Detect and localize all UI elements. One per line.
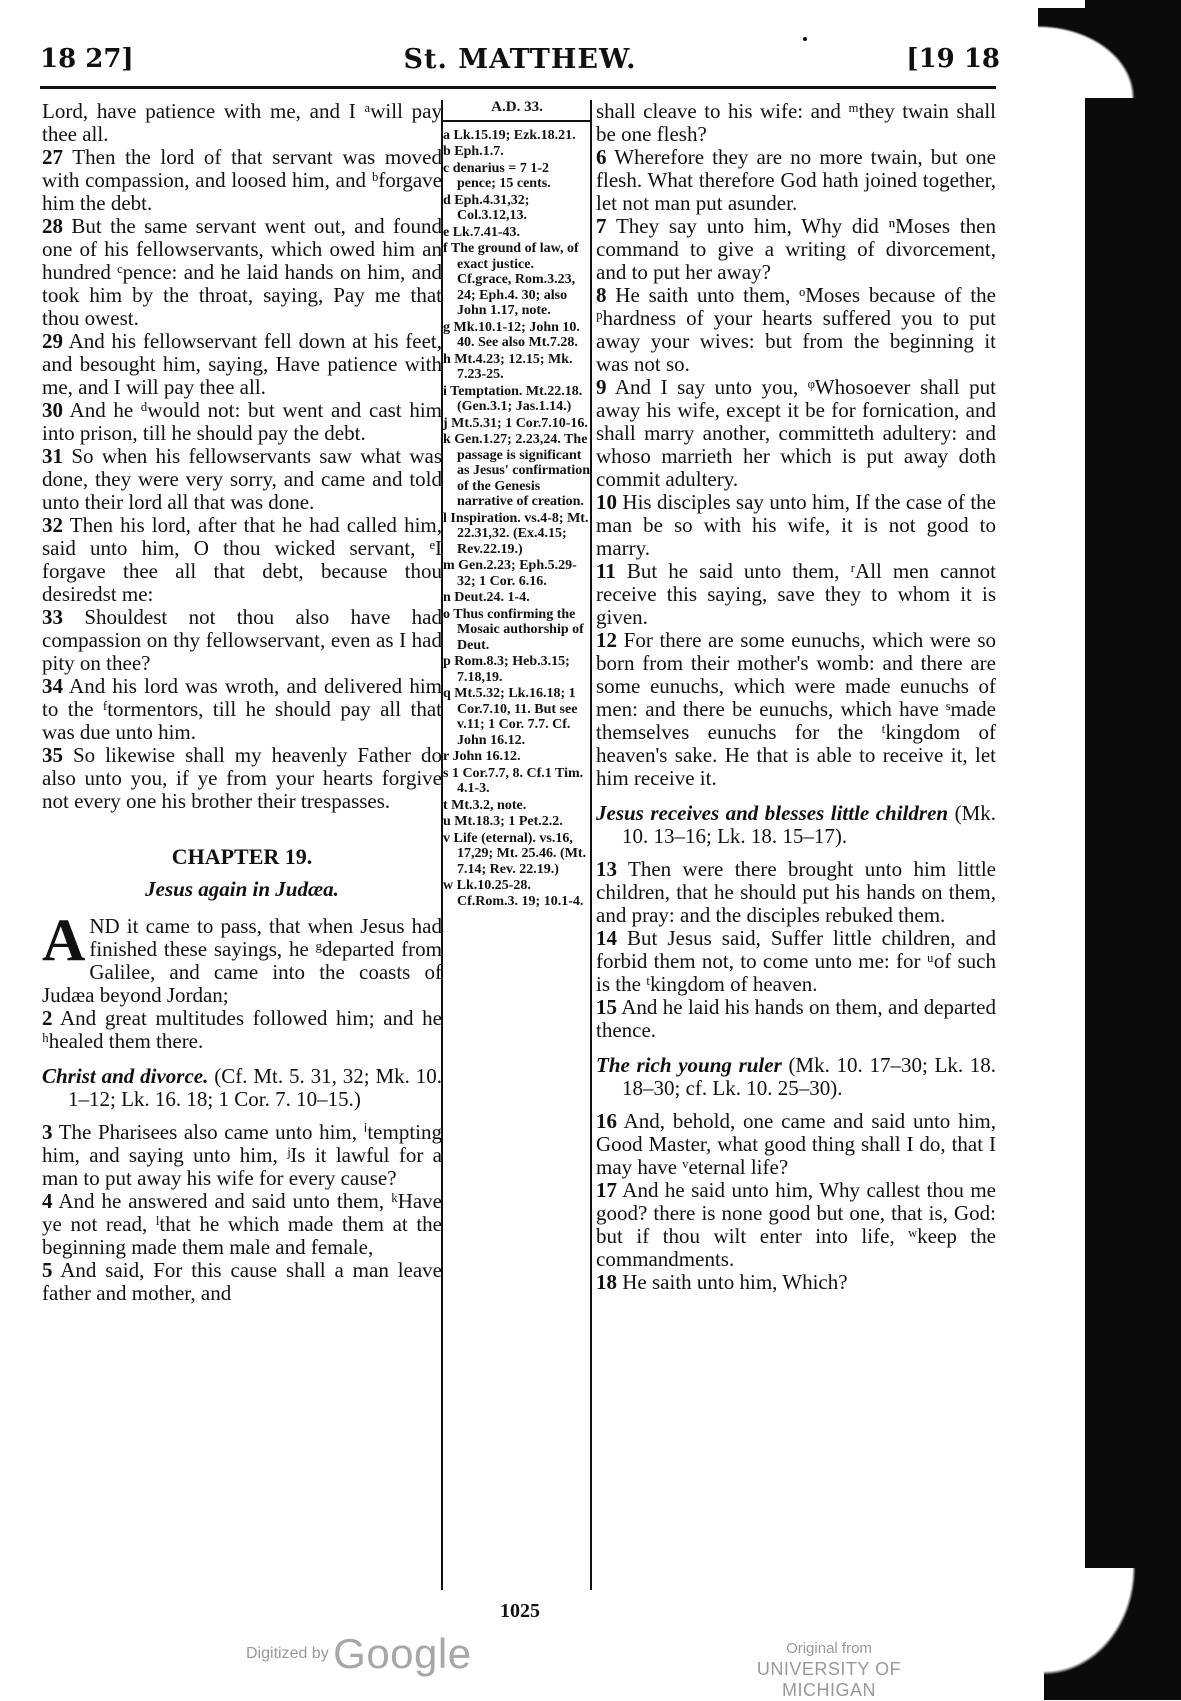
verse xyxy=(596,858,996,927)
verse-text: They say unto him, Why did ⁿMoses then command to give a writing of divorcement, and to put her away? xyxy=(596,214,997,284)
verse xyxy=(42,399,442,445)
cross-reference: p Rom.8.3; Heb.3.15; 7.18,19. xyxy=(443,654,570,685)
cross-reference: h Mt.4.23; 12.15; Mk. 7.23-25. xyxy=(443,351,573,382)
binding-top-curl xyxy=(1038,8,1158,98)
cross-references xyxy=(443,128,591,910)
verse-text: And great multitudes followed him; and he ʰhealed them there. xyxy=(42,1006,443,1053)
verse-text: Shouldest not thou also have had compassion on thy fellowservant, even as I had pity on thee? xyxy=(42,605,442,675)
section-title: Christ and divorce. xyxy=(42,1064,209,1088)
cross-reference: e Lk.7.41-43. xyxy=(443,224,520,240)
cross-reference: g Mk.10.1-12; John 10. 40. See also Mt.7.28. xyxy=(443,319,580,350)
verse-number: 5 xyxy=(42,1258,53,1282)
verse-number: 18 xyxy=(596,1270,617,1294)
cross-reference: l Inspiration. vs.4-8; Mt. 22.31,32. (Ex.4.15; Rev.22.19.) xyxy=(443,510,589,557)
page-binding-shadow xyxy=(1038,0,1181,1700)
section-refs: (Mk. 10. 13–16; Lk. 18. 15–17). xyxy=(622,801,997,848)
cross-reference: b Eph.1.7. xyxy=(443,144,504,159)
verses-ch19-d xyxy=(596,858,996,1042)
verse-number: 4 xyxy=(42,1189,53,1213)
verse-text: So likewise shall my heavenly Father do also unto you, if ye from your hearts forgive not every one his brother their trespasses. xyxy=(42,743,442,813)
left-text-column xyxy=(42,100,442,1305)
verse xyxy=(596,629,996,790)
verse-text: And he laid his hands on them, and departed thence. xyxy=(596,995,997,1042)
cross-reference: k Gen.1.27; 2.23,24. The passage is significant as Jesus' confirmation of the Genesis narrative of creation. xyxy=(443,432,590,509)
binding-dark-edge xyxy=(1085,0,1181,1700)
opening-verse-text: ND it came to pass, that when Jesus had finished these sayings, he ᵍdeparted from Galilee, and came into the coasts of Judæa beyond Jordan; xyxy=(42,914,442,1007)
section-heading-rich-ruler xyxy=(596,1054,996,1100)
verse-number: 28 xyxy=(42,214,63,238)
verse-number: 16 xyxy=(596,1109,617,1133)
verse-number: 27 xyxy=(42,145,63,169)
verse-number: 35 xyxy=(42,743,63,767)
verse-text: He saith unto him, Which? xyxy=(622,1270,848,1294)
verse-text: The Pharisees also came unto him, ⁱtempting him, and saying unto him, ʲIs it lawful for a man to put away his wife for every cause? xyxy=(42,1120,442,1190)
verse-text: His disciples say unto him, If the case of the man be so with his wife, it is not good to marry. xyxy=(596,490,996,560)
verse xyxy=(596,284,996,376)
cross-reference: r John 16.12. xyxy=(443,749,521,764)
verse xyxy=(42,445,442,514)
cross-reference: q Mt.5.32; Lk.16.18; 1 Cor.7.10, 11. But see v.11; 1 Cor. 7.7. Cf. John 16.12. xyxy=(443,686,578,748)
ink-speck xyxy=(803,37,807,41)
verse xyxy=(596,100,996,146)
verse-number: 8 xyxy=(596,283,607,307)
verse xyxy=(42,330,442,399)
verse xyxy=(596,1179,996,1271)
verse-number: 31 xyxy=(42,444,63,468)
verses-ch19-c xyxy=(596,100,996,790)
verse xyxy=(596,491,996,560)
verse xyxy=(42,215,442,330)
cross-reference: f The ground of law, of exact justice. Cf.grace, Rom.3.23, 24; Eph.4. 30; also John 1.17, note. xyxy=(443,241,579,318)
cross-reference: u Mt.18.3; 1 Pet.2.2. xyxy=(443,814,563,829)
verse-number: 9 xyxy=(596,375,607,399)
opening-verse xyxy=(42,907,442,1007)
chapter-subtitle: Jesus again in Judæa. xyxy=(145,877,339,901)
verse-text: But the same servant went out, and found one of his fellowservants, which owed him an hundred ᶜpence: and he laid hands on him, and took him by the throat, saying, Pay me that thou owest. xyxy=(42,214,442,330)
original-from-label: Original from xyxy=(786,1640,872,1657)
verse xyxy=(42,514,442,606)
verse-text: And his lord was wroth, and delivered him to the ᶠtormentors, till he should pay all that was due unto him. xyxy=(42,674,442,744)
verse-text: And said, For this cause shall a man leave father and mother, and xyxy=(42,1258,443,1305)
section-heading-divorce xyxy=(42,1065,442,1111)
verse-text: And his fellowservant fell down at his feet, and besought him, saying, Have patience with me, and I will pay thee all. xyxy=(42,329,443,399)
verse-text: So when his fellowservants saw what was done, they were very sorry, and came and told unto their lord all that was done. xyxy=(42,444,443,514)
verse-text: And he answered and said unto them, ᵏHave ye not read, ˡthat he which made them at the beginning made them male and female, xyxy=(42,1189,442,1259)
verse xyxy=(42,146,442,215)
verse xyxy=(596,215,996,284)
header-left-reference: 18 27] xyxy=(40,44,134,74)
cross-reference: d Eph.4.31,32; Col.3.12,13. xyxy=(443,192,530,223)
verse-text: Lord, have patience with me, and I ᵃwill pay thee all. xyxy=(42,99,442,146)
digitized-watermark xyxy=(246,1630,472,1678)
verse-text: And he ᵈwould not: but went and cast him into prison, till he should pay the debt. xyxy=(42,398,442,445)
verse-text: But he said unto them, ʳAll men cannot receive this saying, save they to whom it is given. xyxy=(596,559,997,629)
drop-cap: A xyxy=(42,907,86,973)
cross-reference: m Gen.2.23; Eph.5.29-32; 1 Cor. 6.16. xyxy=(443,558,577,589)
cross-reference: t Mt.3.2, note. xyxy=(443,797,527,813)
verse xyxy=(42,100,442,146)
verse-number: 10 xyxy=(596,490,617,514)
google-logo: Google xyxy=(333,1630,472,1677)
verses-ch19-b xyxy=(42,1121,442,1305)
verse-number: 14 xyxy=(596,926,617,950)
verses-ch19-e xyxy=(596,1110,996,1294)
header-rule xyxy=(40,86,996,89)
verse-number: 11 xyxy=(596,559,616,583)
verse xyxy=(596,560,996,629)
verse xyxy=(42,606,442,675)
section-title: Jesus receives and blesses little children xyxy=(596,801,949,825)
verse-number: 7 xyxy=(596,214,607,238)
verses-ch18 xyxy=(42,100,442,813)
page-number: 1025 xyxy=(500,1600,540,1622)
verse-text: And I say unto you, ᵠWhosoever shall put away his wife, except it be for fornication, and shall marry another, committeth adultery: and whoso marrieth her which is put away doth commit adultery. xyxy=(596,375,996,491)
verse xyxy=(596,146,996,215)
verse-text: Then his lord, after that he had called him, said unto him, O thou wicked servant, ᵉI forgave thee all that debt, because thou desiredst me: xyxy=(42,513,442,606)
right-text-column xyxy=(596,100,996,1294)
verse-text: He saith unto them, ᵒMoses because of the ᵖhardness of your hearts suffered you to put away your wives: but from the beginning it was not so. xyxy=(596,283,997,376)
cross-reference: v Life (eternal). vs.16, 17,29; Mt. 25.46. (Mt. 7.14; Rev. 22.19.) xyxy=(443,830,587,877)
verse-number: 29 xyxy=(42,329,63,353)
cross-reference: w Lk.10.25-28. Cf.Rom.3. 19; 10.1-4. xyxy=(443,878,584,909)
verse xyxy=(596,996,996,1042)
verses-ch19-a xyxy=(42,1007,442,1053)
cross-reference: a Lk.15.19; Ezk.18.21. xyxy=(443,127,576,143)
original-from-watermark xyxy=(714,1638,944,1701)
section-refs: (Cf. Mt. 5. 31, 32; Mk. 10. 1–12; Lk. 16. 18; 1 Cor. 7. 10–15.) xyxy=(68,1064,442,1111)
section-heading-children xyxy=(596,802,996,848)
verse-number: 12 xyxy=(596,628,617,652)
verse xyxy=(42,1007,442,1053)
verse-text: For there are some eunuchs, which were so born from their mother's womb: and there are some eunuchs, which were made eunuchs of men: and there be eunuchs, which have ˢmade themselves eunuchs for the ᵗkingdom of heaven's sake. He that is able to receive it, let him receive it. xyxy=(596,628,997,790)
verse-number: 34 xyxy=(42,674,63,698)
verse-number: 2 xyxy=(42,1006,53,1030)
digitized-by-label: Digitized by xyxy=(246,1645,329,1662)
verse-number: 3 xyxy=(42,1120,53,1144)
verse-text: Then were there brought unto him little children, that he should put his hands on them, and pray: and the disciples rebuked them. xyxy=(596,857,996,927)
verse-text: Then the lord of that servant was moved with compassion, and loosed him, and ᵇforgave him the debt. xyxy=(42,145,443,215)
verse-text: And, behold, one came and said unto him, Good Master, what good thing shall I do, that I may have ᵛeternal life? xyxy=(596,1109,997,1179)
verse xyxy=(42,1190,442,1259)
verse xyxy=(42,1121,442,1190)
header-book-title: St. MATTHEW. xyxy=(403,44,637,75)
verse xyxy=(42,744,442,813)
verse-number: 13 xyxy=(596,857,617,881)
binding-bottom-curl xyxy=(1044,1568,1164,1700)
verse-text: And he said unto him, Why callest thou me good? there is none good but one, that is, God: but if thou wilt enter into life, ʷkeep the commandments. xyxy=(596,1178,997,1271)
cross-reference: i Temptation. Mt.22.18. (Gen.3.1; Jas.1.14.) xyxy=(443,383,583,414)
verse xyxy=(596,927,996,996)
verse-text: shall cleave to his wife: and ᵐthey twain shall be one flesh? xyxy=(596,99,996,146)
section-title: The rich young ruler xyxy=(596,1053,782,1077)
verse-text: But Jesus said, Suffer little children, and forbid them not, to come unto me: for ᵘof such is the ᵗkingdom of heaven. xyxy=(596,926,996,996)
verse-number: 15 xyxy=(596,995,617,1019)
cross-reference: j Mt.5.31; 1 Cor.7.10-16. xyxy=(443,415,588,431)
verse-number: 33 xyxy=(42,605,63,629)
chapter-heading: CHAPTER 19. xyxy=(171,844,313,869)
header-right-reference: [19 18 xyxy=(906,44,1000,74)
cross-reference: c denarius = 7 1-2 pence; 15 cents. xyxy=(443,160,551,191)
verse xyxy=(596,376,996,491)
verse-number: 30 xyxy=(42,398,63,422)
cross-reference: o Thus confirming the Mosaic authorship of Deut. xyxy=(443,606,584,653)
verse-text: Wherefore they are no more twain, but one flesh. What therefore God hath joined together, let not man put asunder. xyxy=(596,145,996,215)
verse xyxy=(42,675,442,744)
center-reference-column xyxy=(443,100,591,910)
verse xyxy=(596,1271,996,1294)
era-date: A.D. 33. xyxy=(443,100,591,122)
section-refs: (Mk. 10. 17–30; Lk. 18. 18–30; cf. Lk. 10. 25–30). xyxy=(622,1053,996,1100)
verse xyxy=(596,1110,996,1179)
cross-reference: s 1 Cor.7.7, 8. Cf.1 Tim. 4.1-3. xyxy=(443,765,584,796)
verse-number: 32 xyxy=(42,513,63,537)
institution-name: UNIVERSITY OF MICHIGAN xyxy=(756,1659,902,1700)
verse-number: 6 xyxy=(596,145,607,169)
verse-number: 17 xyxy=(596,1178,617,1202)
verse xyxy=(42,1259,442,1305)
cross-reference: n Deut.24. 1-4. xyxy=(443,590,530,605)
running-header xyxy=(40,44,1000,86)
